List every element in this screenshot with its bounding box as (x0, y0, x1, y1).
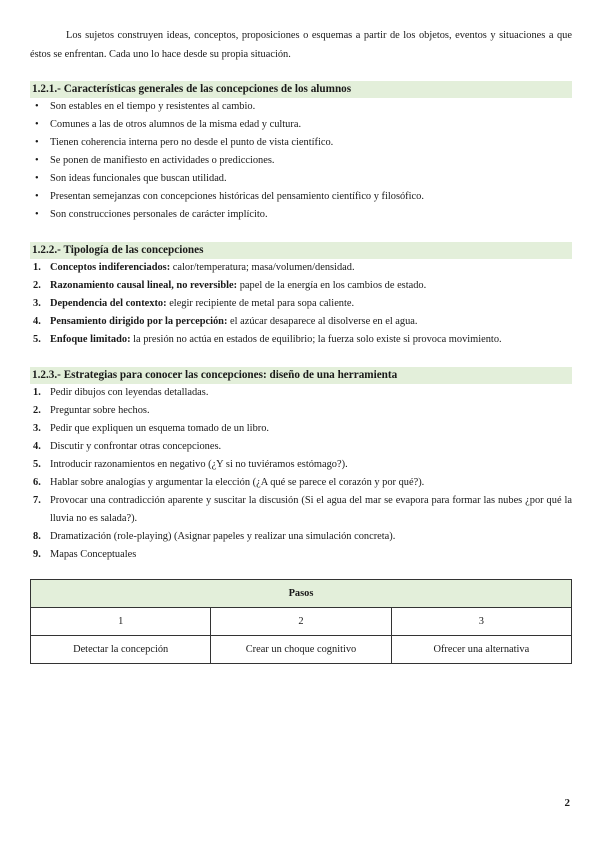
item-text: Provocar una contradicción aparente y suscitar la discusión (Si el agua del mar se evapora para formar las nubes ¿por qué la lluvia no es salada?). (50, 495, 572, 525)
step-number: 1 (31, 608, 211, 636)
item-term: Razonamiento causal lineal, no reversible: (50, 280, 238, 292)
steps-table-header: Pasos (31, 580, 572, 608)
intro-paragraph: Los sujetos construyen ideas, conceptos, proposiciones o esquemas a partir de los objetos, eventos y situaciones a que éstos se enfrentan. Cada uno lo hace desde su propia situación. (30, 30, 572, 60)
step-label: Detectar la concepción (31, 636, 211, 664)
list-item (30, 438, 572, 456)
section-title-typology: 1.2.2.- Tipología de las concepciones (30, 242, 572, 259)
item-number: 7. (33, 495, 41, 507)
step-number: 2 (211, 608, 391, 636)
list-item (30, 492, 572, 528)
list-item (30, 331, 572, 349)
item-description: la presión no actúa en estados de equilibrio; la fuerza solo existe si provoca movimiento. (130, 334, 502, 346)
item-text: Preguntar sobre hechos. (50, 405, 150, 417)
item-number: 2. (33, 405, 41, 417)
item-text: Pedir que expliquen un esquema tomado de un libro. (50, 423, 270, 435)
item-description: papel de la energía en los cambios de estado. (237, 280, 427, 292)
list-item (30, 546, 572, 564)
item-description: el azúcar desaparece al disolverse en el agua. (227, 316, 418, 328)
list-item (30, 295, 572, 313)
strategies-list (30, 384, 572, 564)
list-item: • Son construcciones personales de carácter implícito. (30, 206, 572, 224)
list-item (30, 277, 572, 295)
step-label: Crear un choque cognitivo (211, 636, 391, 664)
item-term: Dependencia del contexto: (50, 298, 167, 310)
item-description: calor/temperatura; masa/volumen/densidad. (170, 262, 355, 274)
characteristics-list (30, 98, 572, 224)
item-term: Conceptos indiferenciados: (50, 262, 171, 274)
list-item (30, 528, 572, 546)
list-item: • Comunes a las de otros alumnos de la misma edad y cultura. (30, 116, 572, 134)
list-item (30, 474, 572, 492)
item-text: Pedir dibujos con leyendas detalladas. (50, 387, 209, 399)
list-item (30, 420, 572, 438)
item-number: 8. (33, 531, 41, 543)
step-number: 3 (391, 608, 571, 636)
steps-table (30, 579, 572, 664)
item-term: Pensamiento dirigido por la percepción: (50, 316, 228, 328)
item-number: 1. (33, 262, 41, 274)
item-text: Dramatización (role-playing) (Asignar papeles y realizar una simulación concreta). (50, 531, 396, 543)
item-number: 4. (33, 316, 41, 328)
page-number: 2 (564, 797, 570, 809)
page-content (30, 26, 572, 664)
item-text: Discutir y confrontar otras concepciones. (50, 441, 222, 453)
list-item: • Se ponen de manifiesto en actividades o predicciones. (30, 152, 572, 170)
item-number: 3. (33, 298, 41, 310)
item-term: Enfoque limitado: (50, 334, 131, 346)
section-title-characteristics: 1.2.1.- Características generales de las concepciones de los alumnos (30, 81, 572, 98)
list-item: • Son ideas funcionales que buscan utilidad. (30, 170, 572, 188)
item-number: 5. (33, 459, 41, 471)
item-number: 2. (33, 280, 41, 292)
list-item: • Presentan semejanzas con concepciones históricas del pensamiento científico y filosófico. (30, 188, 572, 206)
item-text: Introducir razonamientos en negativo (¿Y si no tuviéramos estómago?). (50, 459, 348, 471)
item-description: elegir recipiente de metal para sopa caliente. (166, 298, 355, 310)
list-item: • Son estables en el tiempo y resistentes al cambio. (30, 98, 572, 116)
item-text: Hablar sobre analogías y argumentar la elección (¿A qué se parece el corazón y por qué?). (50, 477, 425, 489)
list-item (30, 456, 572, 474)
item-number: 5. (33, 334, 41, 346)
typology-list (30, 259, 572, 349)
section-title-strategies: 1.2.3.- Estrategias para conocer las concepciones: diseño de una herramienta (30, 367, 572, 384)
list-item: • Tienen coherencia interna pero no desde el punto de vista científico. (30, 134, 572, 152)
item-number: 6. (33, 477, 41, 489)
list-item (30, 259, 572, 277)
list-item (30, 384, 572, 402)
list-item (30, 402, 572, 420)
item-number: 4. (33, 441, 41, 453)
item-number: 1. (33, 387, 41, 399)
list-item (30, 313, 572, 331)
item-number: 9. (33, 549, 41, 561)
step-label: Ofrecer una alternativa (391, 636, 571, 664)
item-number: 3. (33, 423, 41, 435)
item-text: Mapas Conceptuales (50, 549, 137, 561)
